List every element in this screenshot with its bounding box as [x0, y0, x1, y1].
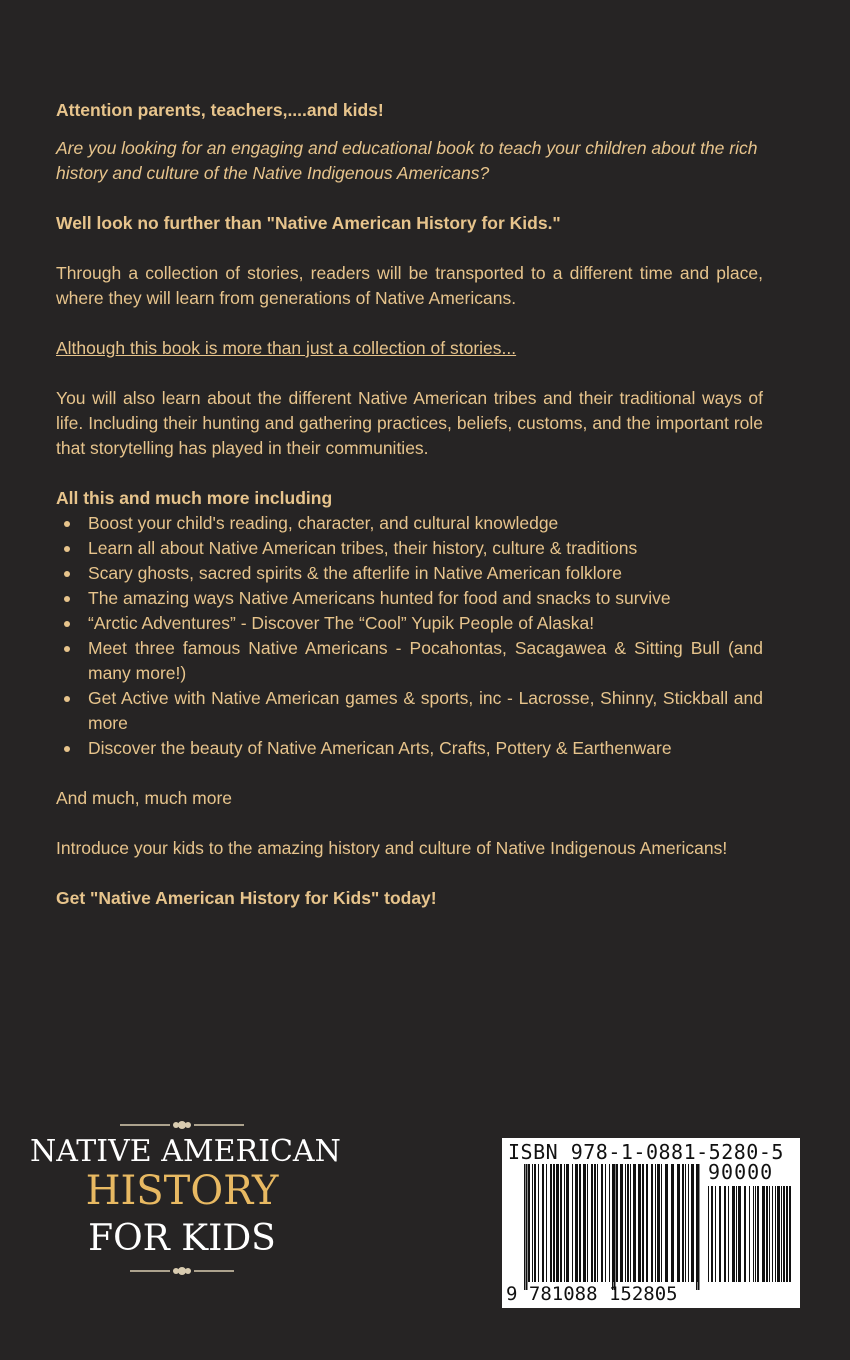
list-item: “Arctic Adventures” - Discover The “Cool” Yupik People of Alaska!: [56, 611, 763, 636]
tribes-paragraph: You will also learn about the different Native American tribes and their traditional ways of life. Including their hunting and gathering practices, beliefs, customs, and the important role that storytelling has played in their communities.: [56, 388, 763, 458]
series-logo: [30, 1118, 341, 1278]
list-item: Get Active with Native American games & sports, inc - Lacrosse, Shinny, Stickball and more: [56, 686, 763, 736]
list-heading: All this and much more including: [56, 488, 333, 508]
look-further-line: Well look no further than "Native American History for Kids.": [56, 213, 561, 233]
ornament-top-icon: [30, 1118, 334, 1132]
isbn-label: ISBN 978-1-0881-5280-5: [508, 1140, 784, 1164]
attention-heading: Attention parents, teachers,....and kids!: [56, 100, 384, 120]
ornament-bottom-icon: [30, 1264, 334, 1278]
feature-list: [56, 511, 763, 761]
barcode-digits: 9 781088 152805: [506, 1283, 678, 1305]
introduce-paragraph: Introduce your kids to the amazing history and culture of Native Indigenous Americans!: [56, 838, 728, 858]
list-item: Boost your child's reading, character, and cultural knowledge: [56, 511, 763, 536]
much-more-line: And much, much more: [56, 788, 233, 808]
list-item: Scary ghosts, sacred spirits & the afterlife in Native American folklore: [56, 561, 763, 586]
logo-line-for-kids: FOR KIDS: [88, 1218, 276, 1259]
back-cover-text: [56, 98, 763, 911]
logo-line-native-american: NATIVE AMERICAN: [30, 1134, 341, 1169]
list-item: The amazing ways Native Americans hunted for food and snacks to survive: [56, 586, 763, 611]
more-than-stories-line: Although this book is more than just a collection of stories...: [56, 338, 517, 358]
list-item: Discover the beauty of Native American Arts, Crafts, Pottery & Earthenware: [56, 736, 763, 761]
list-item: Learn all about Native American tribes, their history, culture & traditions: [56, 536, 763, 561]
stories-paragraph: Through a collection of stories, readers will be transported to a different time and place, where they will learn from generations of Native Americans.: [56, 263, 763, 308]
call-to-action: Get "Native American History for Kids" today!: [56, 888, 437, 908]
logo-line-history: HISTORY: [85, 1168, 279, 1214]
isbn-barcode: [502, 1138, 800, 1308]
price-code: 90000: [708, 1160, 774, 1184]
list-item: Meet three famous Native Americans - Pocahontas, Sacagawea & Sitting Bull (and many more!): [56, 636, 763, 686]
intro-question: Are you looking for an engaging and educational book to teach your children about the rich history and culture of the Native Indigenous Americans?: [56, 138, 758, 183]
